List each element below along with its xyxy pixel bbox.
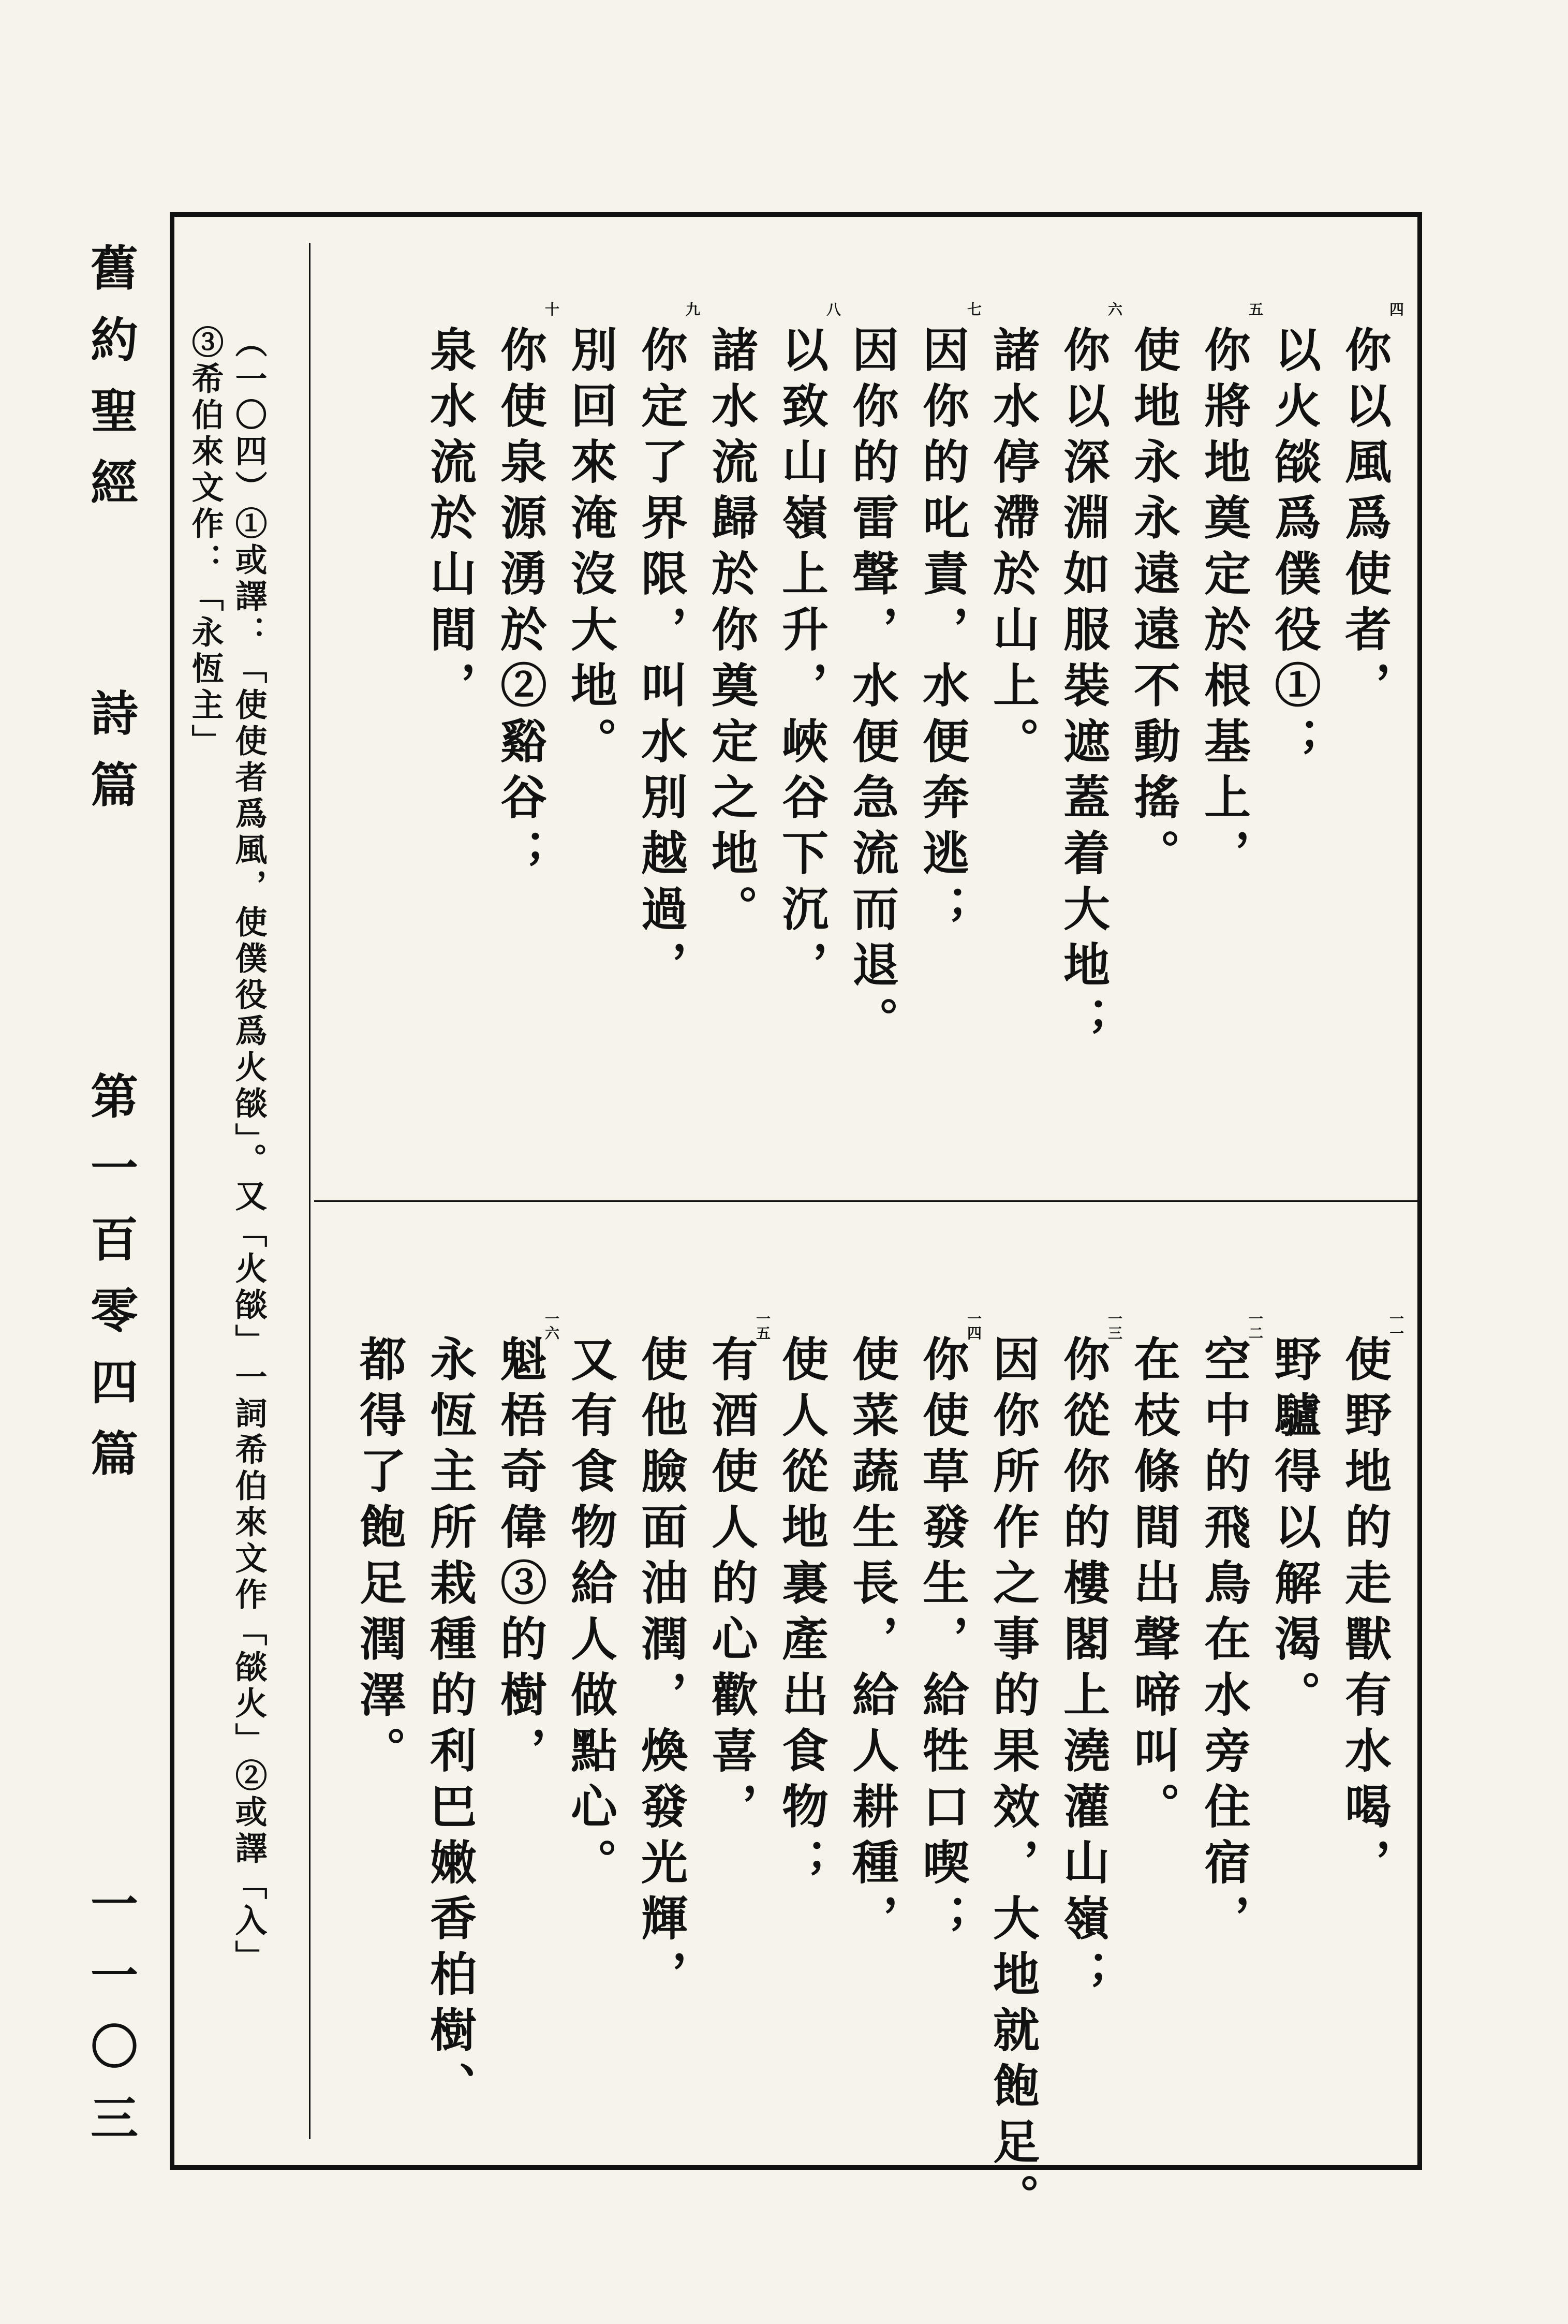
- footnotes: [186, 326, 268, 1976]
- verse-text: 諸水停滯於山上。: [985, 326, 1040, 773]
- verse-column: [563, 326, 630, 1052]
- chapter-title: 第一百零四篇: [83, 1071, 139, 1500]
- book-title: 舊約聖經: [83, 243, 139, 529]
- verse-column: [1126, 1335, 1193, 2229]
- verse-number: 一六: [543, 1311, 560, 1340]
- verse-text: 因你的叱責，水便奔逃；: [914, 326, 969, 940]
- footnote-line: （一〇四）①或譯：「使使者爲風，使僕役爲火燄」。又「火燄」一詞希伯來文作「燄火」②或譯「入」: [230, 326, 268, 1976]
- verse-text: 你使泉源湧於②谿谷；: [492, 326, 547, 885]
- verse-number: 四: [1387, 302, 1404, 316]
- verse-number: 七: [965, 302, 982, 316]
- verse-text: 都得了飽足潤澤。: [351, 1335, 406, 1782]
- verse-number: 八: [824, 302, 841, 316]
- verse-column: [492, 302, 560, 1052]
- verse-column: [914, 1311, 982, 2229]
- verse-column: [985, 326, 1052, 1052]
- verse-column: [774, 1335, 841, 2229]
- verse-text: 又有食物給人做點心。: [563, 1335, 617, 1894]
- verse-text: 你從你的樓閣上澆灌山嶺；: [1055, 1335, 1110, 2006]
- verse-text: 在枝條間出聲啼叫。: [1126, 1335, 1180, 1838]
- verse-text: 你以風爲使者，: [1337, 326, 1392, 717]
- verse-number: 一三: [1106, 1311, 1123, 1340]
- verse-column: [703, 326, 771, 1052]
- running-head: [83, 243, 144, 2262]
- verse-text: 你定了界限，叫水別越過，: [633, 326, 688, 996]
- verse-column: [1196, 1311, 1264, 2229]
- verse-column: [1126, 326, 1193, 1052]
- verse-column: [633, 1335, 700, 2229]
- verse-text: 野驢得以解渴。: [1266, 1335, 1321, 1726]
- verse-column: [1266, 1335, 1334, 2229]
- verse-column: [1055, 1311, 1123, 2229]
- verse-text: 使野地的走獸有水喝，: [1337, 1335, 1392, 1894]
- verse-column: [351, 1335, 419, 2229]
- verse-text: 你將地奠定於根基上，: [1196, 326, 1251, 885]
- verse-text: 永恆主所栽種的利巴嫩香柏樹、: [422, 1335, 477, 2117]
- verse-number: 九: [684, 302, 701, 316]
- footnote-line: ③希伯來文作：「永恆主」: [186, 326, 224, 760]
- verse-column: [1337, 1311, 1404, 2229]
- upper-verse-block: [422, 302, 1404, 1052]
- verse-text: 因你所作之事的果效，大地就飽足。: [985, 1335, 1040, 2229]
- verse-text: 以致山嶺上升，峽谷下沉，: [774, 326, 829, 996]
- verse-column: [492, 1311, 560, 2229]
- verse-text: 你使草發生，給牲口喫；: [914, 1335, 969, 1950]
- verse-number: 一二: [1247, 1311, 1264, 1340]
- verse-column: [774, 302, 841, 1052]
- verse-column: [1266, 326, 1334, 1052]
- verse-number: 十: [543, 302, 560, 316]
- text-frame: [170, 212, 1422, 2229]
- verse-text: 使人從地裏產出食物；: [774, 1335, 829, 1894]
- verse-number: 一一: [1387, 1311, 1404, 1340]
- verse-number: 一四: [965, 1311, 982, 1340]
- page-number: 一一〇三: [83, 1879, 139, 2165]
- verse-column: [703, 1311, 771, 2229]
- verse-number: 五: [1247, 302, 1264, 316]
- verse-text: 使菜蔬生長，給人耕種，: [844, 1335, 899, 1950]
- verse-text: 別回來淹沒大地。: [563, 326, 617, 773]
- verse-text: 因你的雷聲，水便急流而退。: [844, 326, 899, 1052]
- verse-text: 有酒使人的心歡喜，: [703, 1335, 758, 1838]
- verse-column: [914, 302, 982, 1052]
- verse-column: [844, 326, 911, 1052]
- verse-number: 六: [1106, 302, 1123, 316]
- verse-text: 諸水流歸於你奠定之地。: [703, 326, 758, 940]
- verse-text: 空中的飛鳥在水旁住宿，: [1196, 1335, 1251, 1950]
- verse-text: 使地永永遠遠不動搖。: [1126, 326, 1180, 885]
- lower-verse-block: [351, 1311, 1404, 2229]
- verse-column: [985, 1335, 1052, 2229]
- verse-text: 魁梧奇偉③的樹，: [492, 1335, 547, 1782]
- section-title: 詩篇: [83, 688, 139, 831]
- verse-text: 以火燄爲僕役①；: [1266, 326, 1321, 773]
- verse-column: [1337, 302, 1404, 1052]
- block-divider: [314, 1200, 1417, 1202]
- verse-number: 一五: [754, 1311, 771, 1340]
- verse-column: [844, 1335, 911, 2229]
- verse-column: [422, 1335, 489, 2229]
- verse-column: [422, 326, 489, 1052]
- verse-text: 泉水流於山間，: [422, 326, 477, 717]
- verse-column: [563, 1335, 630, 2229]
- verse-column: [633, 302, 701, 1052]
- verse-text: 使他臉面油潤，煥發光輝，: [633, 1335, 688, 2006]
- verse-column: [1196, 302, 1264, 1052]
- verse-column: [1055, 302, 1123, 1052]
- verse-text: 你以深淵如服裝遮蓋着大地；: [1055, 326, 1110, 1052]
- footnote-rule: [309, 243, 310, 2139]
